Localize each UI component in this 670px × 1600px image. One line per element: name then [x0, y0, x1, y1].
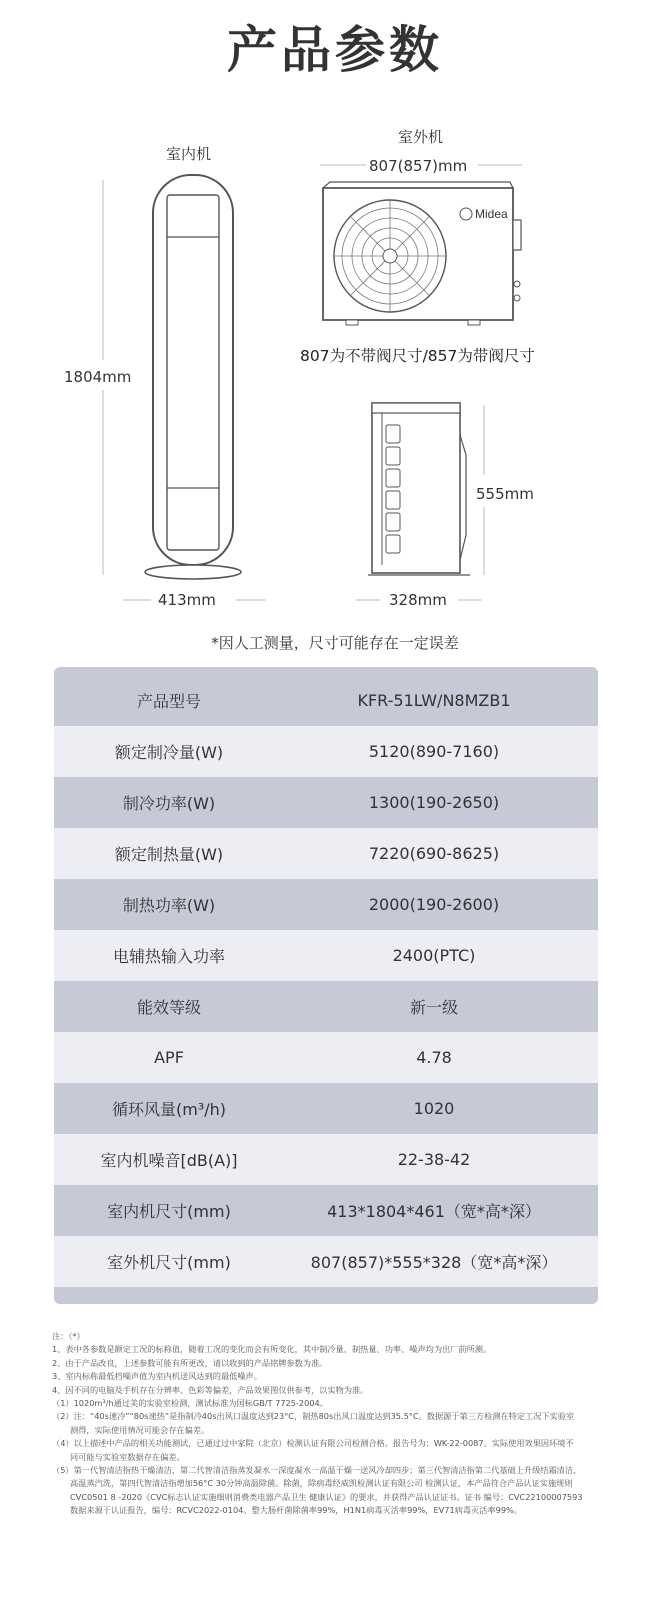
page-title: 产品参数 — [227, 21, 443, 79]
spec-value: 22-38-42 — [397, 1150, 471, 1169]
footnote-line: （1）1020m³/h通过美的实验室检测，测试标准为国标GB/T 7725-2004。 — [52, 1398, 328, 1409]
spec-value: 2400(PTC) — [392, 946, 476, 965]
indoor-unit-label: 室内机 — [166, 145, 212, 163]
spec-value: 7220(690-8625) — [368, 844, 500, 863]
indoor-width-label: 413mm — [158, 591, 216, 609]
footnotes — [52, 1330, 612, 1518]
table-row — [54, 675, 598, 726]
footnote-line: 4、因不同的电脑及手机存在分辨率、色彩等偏差，产品效果图仅供参考，以实物为准。 — [52, 1384, 369, 1395]
table-row — [54, 1236, 598, 1287]
table-row — [54, 981, 598, 1032]
footnote-line: 3、室内标称最低档噪声值为室内机送风达到的最低噪声。 — [52, 1371, 262, 1382]
spec-label: 室内机尺寸(mm) — [107, 1202, 231, 1221]
outdoor-unit-front-illustration — [318, 180, 533, 330]
spec-value: 1020 — [413, 1099, 455, 1118]
spec-label: 制冷功率(W) — [122, 794, 216, 813]
spec-value: KFR-51LW/N8MZB1 — [357, 691, 511, 710]
footnote-line: 注：（*） — [52, 1331, 85, 1341]
table-row — [54, 879, 598, 930]
spec-label: 电辅热输入功率 — [112, 947, 225, 966]
spec-label: APF — [154, 1048, 184, 1067]
spec-label: 产品型号 — [136, 692, 201, 711]
indoor-unit-illustration — [95, 170, 265, 610]
spec-label: 能效等级 — [136, 998, 201, 1017]
outdoor-unit-label: 室外机 — [398, 128, 444, 146]
outdoor-width-line — [310, 155, 530, 175]
spec-label: 室外机尺寸(mm) — [107, 1253, 231, 1272]
outdoor-width-label: 807(857)mm — [369, 157, 468, 175]
outdoor-height-label: 555mm — [476, 485, 534, 503]
spec-label: 制热功率(W) — [122, 896, 216, 915]
table-row — [54, 930, 598, 981]
indoor-width-line — [230, 595, 270, 605]
outdoor-width-note: 807为不带阀尺寸/857为带阀尺寸 — [300, 347, 535, 365]
footnote-line: CVC0501 8 -2020《CVC标志认证实施细则消费类电器产品卫生 健康认证》的要求，并获得产品认证证书。证书 编号：CVC22100007593 — [70, 1491, 583, 1502]
spec-label: 额定制热量(W) — [114, 845, 224, 864]
table-row — [54, 726, 598, 777]
spec-label: 额定制冷量(W) — [114, 743, 224, 762]
spec-value: 413*1804*461（宽*高*深） — [327, 1202, 541, 1221]
outdoor-depth-label: 328mm — [389, 591, 447, 609]
table-row — [54, 1083, 598, 1134]
footnote-line: （5）第一代智清洁指热干燥清洁，第二代智清洁指蒸发凝水一深度凝水一高温干燥一送风冷却四步；第三代智清洁指第二代基础上升级结霜清洁、 — [52, 1465, 582, 1476]
footnote-line: 高温蒸汽洗，第四代智清洁指增加56°C 30分钟高温除菌。除菌，除病毒经威凯检测认证有限公司 检测认证，本产品符合产品认证实施规则 — [70, 1478, 573, 1489]
spec-value: 807(857)*555*328（宽*高*深） — [310, 1253, 558, 1272]
table-row — [54, 828, 598, 879]
spec-value: 新一级 — [409, 998, 458, 1017]
footnote-line: 测得，实际使用情况可能会存在偏差。 — [70, 1424, 210, 1435]
spec-value: 5120(890-7160) — [368, 742, 500, 761]
spec-value: 2000(190-2600) — [368, 895, 500, 914]
footnote-line: （4）以上描述中产品的相关功能测试，已通过过中家院（北京）检测认证有限公司检测合格。报告号为：WK-22-0087。实际使用效果因环境不 — [52, 1438, 574, 1449]
footnote-line: （2）注：“40s速冷”“80s速热”是指制冷40s出风口温度达到23°C，制热80s出风口温度达到35.5°C。数据源于第三方检测在特定工况下实验室 — [52, 1411, 575, 1422]
footnote-line: 数据来源于认证报告，编号：RCVC2022-0104。整大肠杆菌除菌率99%，H1N1病毒灭活率99%，EV71病毒灭活率99%。 — [70, 1505, 522, 1516]
spec-label: 循环风量(m³/h) — [111, 1100, 227, 1119]
indoor-height-label: 1804mm — [64, 368, 132, 386]
spec-label: 室内机噪音[dB(A)] — [100, 1151, 238, 1170]
table-row — [54, 1185, 598, 1236]
midea-logo-text: Midea — [475, 207, 508, 221]
table-row — [54, 1134, 598, 1185]
spec-table — [54, 667, 598, 1304]
table-row — [54, 777, 598, 828]
footnote-line: 1、表中各参数是额定工况的标称值，随着工况的变化而会有所变化，其中制冷量、制热量、功率、噪声均为出厂前所测。 — [52, 1344, 492, 1355]
spec-value: 4.78 — [416, 1048, 452, 1067]
spec-value: 1300(190-2650) — [368, 793, 500, 812]
measurement-note: *因人工测量，尺寸可能存在一定误差 — [211, 634, 459, 652]
footnote-line: 2、由于产品改良，上述参数可能有所更改，请以收到的产品铭牌参数为准。 — [52, 1357, 328, 1368]
table-row — [54, 1032, 598, 1083]
footnote-line: 同可能与实验室数据存在偏差。 — [70, 1451, 185, 1462]
